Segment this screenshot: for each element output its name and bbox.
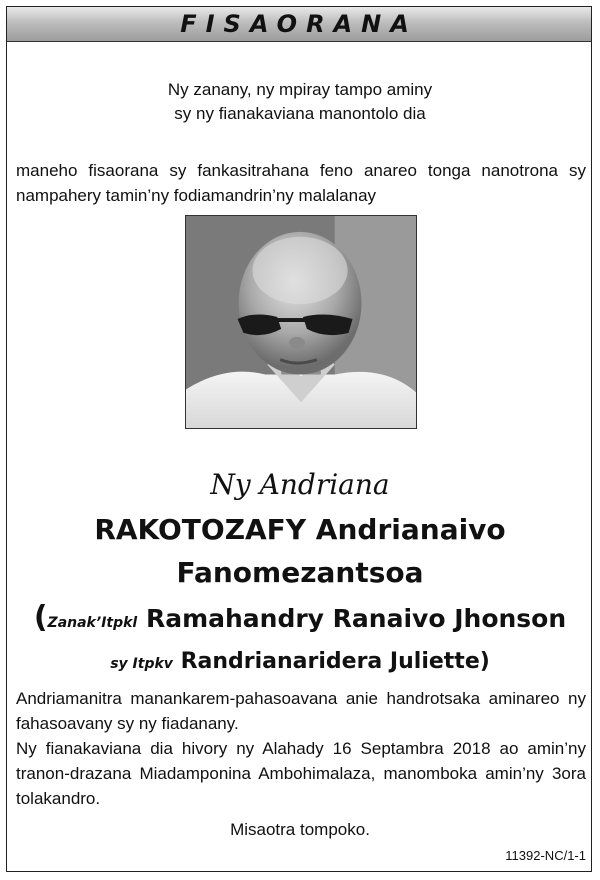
gathering-paragraph: Ny fianakaviana dia hivory ny Alahady 16 Septambra 2018 ao amin’ny tranon-drazana Miadamponina Ambohimalaza, manomboka amin’ny 3ora tolakandro. (16, 739, 586, 808)
honorific-title: Ny Andriana (210, 468, 390, 501)
reference-code: 11392-NC/1-1 (505, 848, 586, 863)
closing-line: Misaotra tompoko. (230, 820, 370, 839)
mother-prefix: sy Itpkv (110, 656, 173, 672)
father-line (0, 600, 600, 641)
header-title: FISAORANA (180, 10, 418, 38)
portrait-illustration (186, 216, 416, 428)
intro-block (0, 78, 600, 126)
father-prefix: Zanak’Itpkl (47, 615, 138, 631)
blessing-paragraph: Andriamanitra manankarem-pahasoavana anie handrotsaka aminareo ny fahasoavany sy ny fiadanany. (16, 689, 586, 733)
open-paren: ( (33, 600, 48, 635)
mother-line (0, 645, 600, 681)
body-text (16, 686, 586, 811)
portrait-photo (185, 215, 417, 429)
intro-line-1: Ny zanany, ny mpiray tampo aminy (167, 80, 433, 99)
intro-line-2: sy ny fianakaviana manontolo dia (174, 104, 426, 123)
deceased-name-line-1: RAKOTOZAFY Andrianaivo (94, 513, 506, 546)
mother-name: Randrianaridera Juliette) (180, 649, 490, 674)
thanks-paragraph: maneho fisaorana sy fankasitrahana feno anareo tonga nanotrona sy nampahery tamin’ny fodiamandrin’ny malalanay (16, 161, 586, 205)
father-name: Ramahandry Ranaivo Jhonson (145, 604, 567, 633)
deceased-name-line-2: Fanomezantsoa (176, 556, 424, 589)
header-bar (7, 7, 591, 42)
